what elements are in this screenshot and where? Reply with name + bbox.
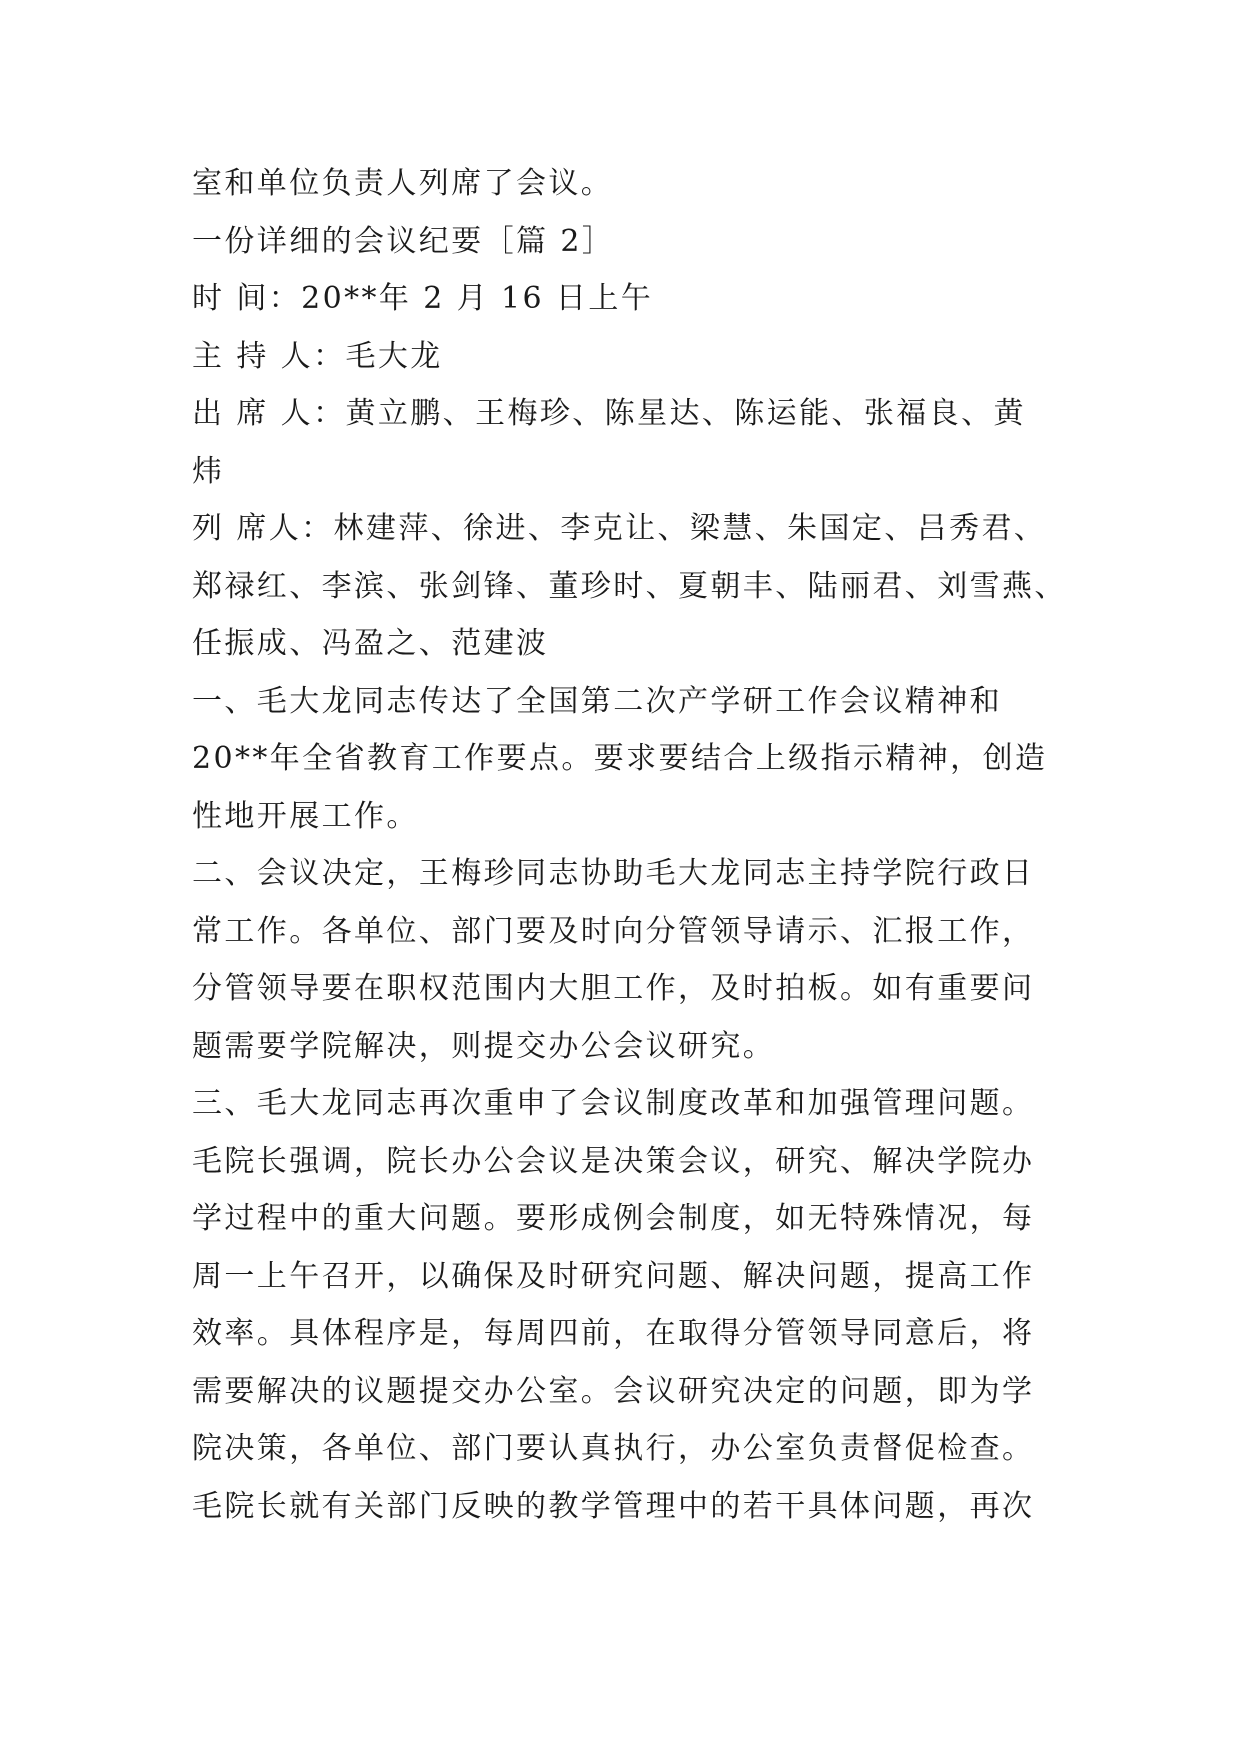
document-body [192,155,1072,1535]
attendees-line: 炜 [192,453,225,489]
item-one-line: 一、毛大龙同志传达了全国第二次产学研工作会议精神和 [192,683,1002,719]
item-three-line: 三、毛大龙同志再次重申了会议制度改革和加强管理问题。 [192,1086,1035,1121]
text-line: 室和单位负责人列席了会议。 [192,166,614,201]
item-three-line: 需要解决的议题提交办公室。会议研究决定的问题，即为学 [192,1373,1035,1409]
observers-line: 列 席人：林建萍、徐进、李克让、梁慧、朱国定、吕秀君、 [192,511,1047,546]
attendees-line: 出 席 人：黄立鹏、王梅珍、陈星达、陈运能、张福良、黄 [192,396,1026,431]
observers-line: 任振成、冯盈之、范建波 [192,626,549,661]
item-three-line: 学过程中的重大问题。要形成例会制度，如无特殊情况，每 [192,1201,1035,1236]
meeting-time: 时 间：20**年 2 月 16 日上午 [192,281,654,316]
item-one-line: 性地开展工作。 [192,798,419,834]
section-heading: 一份详细的会议纪要［篇 2］ [192,223,615,259]
item-one-line: 20**年全省教育工作要点。要求要结合上级指示精神，创造 [192,741,1048,776]
observers-line: 郑禄红、李滨、张剑锋、董珍时、夏朝丰、陆丽君、刘雪燕、 [192,568,1067,604]
item-three-line: 毛院长强调，院长办公会议是决策会议，研究、解决学院办 [192,1143,1035,1179]
meeting-host: 主 持 人：毛大龙 [192,338,443,374]
item-three-line: 院决策，各单位、部门要认真执行，办公室负责督促检查。 [192,1431,1035,1466]
item-two-line: 题需要学院解决，则提交办公会议研究。 [192,1028,776,1064]
item-two-line: 常工作。各单位、部门要及时向分管领导请示、汇报工作， [192,913,1035,949]
item-two-line: 分管领导要在职权范围内大胆工作，及时拍板。如有重要问 [192,971,1035,1006]
item-three-line: 周一上午召开，以确保及时研究问题、解决问题，提高工作 [192,1258,1035,1294]
item-three-line: 效率。具体程序是，每周四前，在取得分管领导同意后，将 [192,1316,1035,1351]
item-two-line: 二、会议决定，王梅珍同志协助毛大龙同志主持学院行政日 [192,856,1035,891]
item-three-line: 毛院长就有关部门反映的教学管理中的若干具体问题，再次 [192,1488,1035,1524]
